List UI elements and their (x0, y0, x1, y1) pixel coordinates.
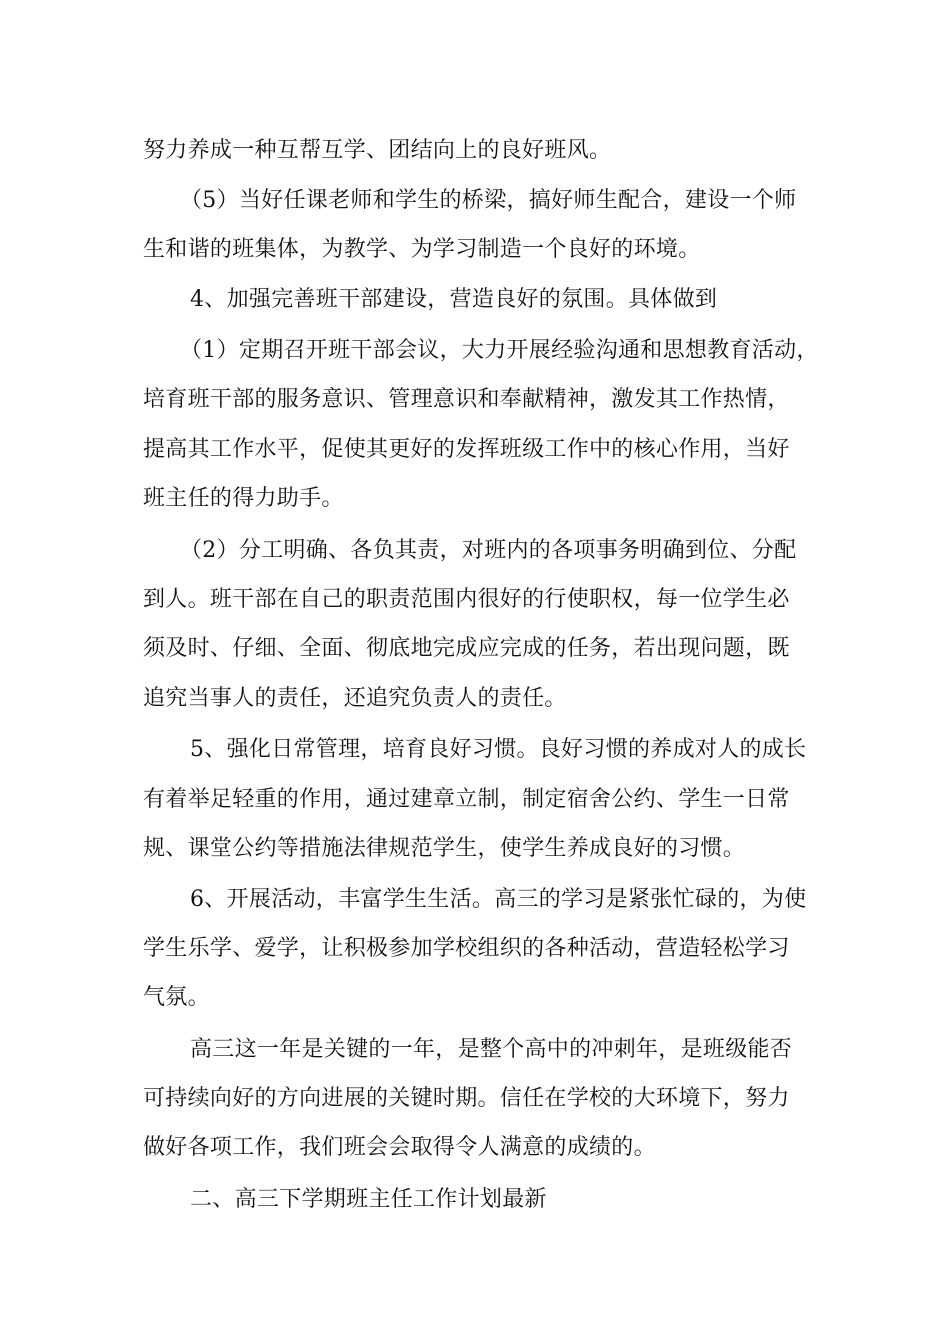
text-line: 班主任的得力助手。 (143, 486, 344, 511)
text-line: 到人。班干部在自己的职责范围内很好的行使职权，每一位学生必 (143, 587, 790, 612)
text-line: 学生乐学、爱学，让积极参加学校组织的各种活动，营造轻松学习 (143, 936, 790, 961)
text-line: 规、课堂公约等措施法律规范学生，使学生养成良好的习惯。 (143, 836, 746, 861)
text-line: 6、开展活动，丰富学生生活。高三的学习是紧张忙碌的，为使 (190, 887, 807, 912)
text-line: 可持续向好的方向进展的关键时期。信任在学校的大环境下，努力 (143, 1086, 790, 1111)
text-line: 做好各项工作，我们班会会取得令人满意的成绩的。 (143, 1135, 656, 1160)
text-line: 须及时、仔细、全面、彻底地完成应完成的任务，若出现问题，既 (143, 636, 790, 661)
text-line: 努力养成一种互帮互学、团结向上的良好班风。 (143, 138, 612, 163)
text-line: 提高其工作水平，促使其更好的发挥班级工作中的核心作用，当好 (143, 437, 790, 462)
text-line: （5）当好任课老师和学生的桥梁，搞好师生配合，建设一个师 (180, 188, 797, 213)
text-line: 5、强化日常管理，培育良好习惯。良好习惯的养成对人的成长 (190, 737, 807, 762)
text-line: 气氛。 (143, 985, 210, 1010)
text-line: 培育班干部的服务意识、管理意识和奉献精神，激发其工作热情， (143, 387, 790, 412)
text-line: 高三这一年是关键的一年，是整个高中的冲刺年，是班级能否 (190, 1037, 793, 1062)
text-line: （1）定期召开班干部会议，大力开展经验沟通和思想教育活动， (180, 338, 819, 363)
section-heading: 二、高三下学期班主任工作计划最新 (190, 1187, 547, 1212)
text-line: 有着举足轻重的作用，通过建章立制，制定宿舍公约、学生一日常 (143, 787, 790, 812)
text-line: 4、加强完善班干部建设，营造良好的氛围。具体做到 (190, 287, 718, 312)
text-line: （2）分工明确、各负其责，对班内的各项事务明确到位、分配 (180, 538, 797, 563)
text-line: 追究当事人的责任，还追究负责人的责任。 (143, 686, 567, 711)
text-line: 生和谐的班集体，为教学、为学习制造一个良好的环境。 (143, 237, 701, 262)
